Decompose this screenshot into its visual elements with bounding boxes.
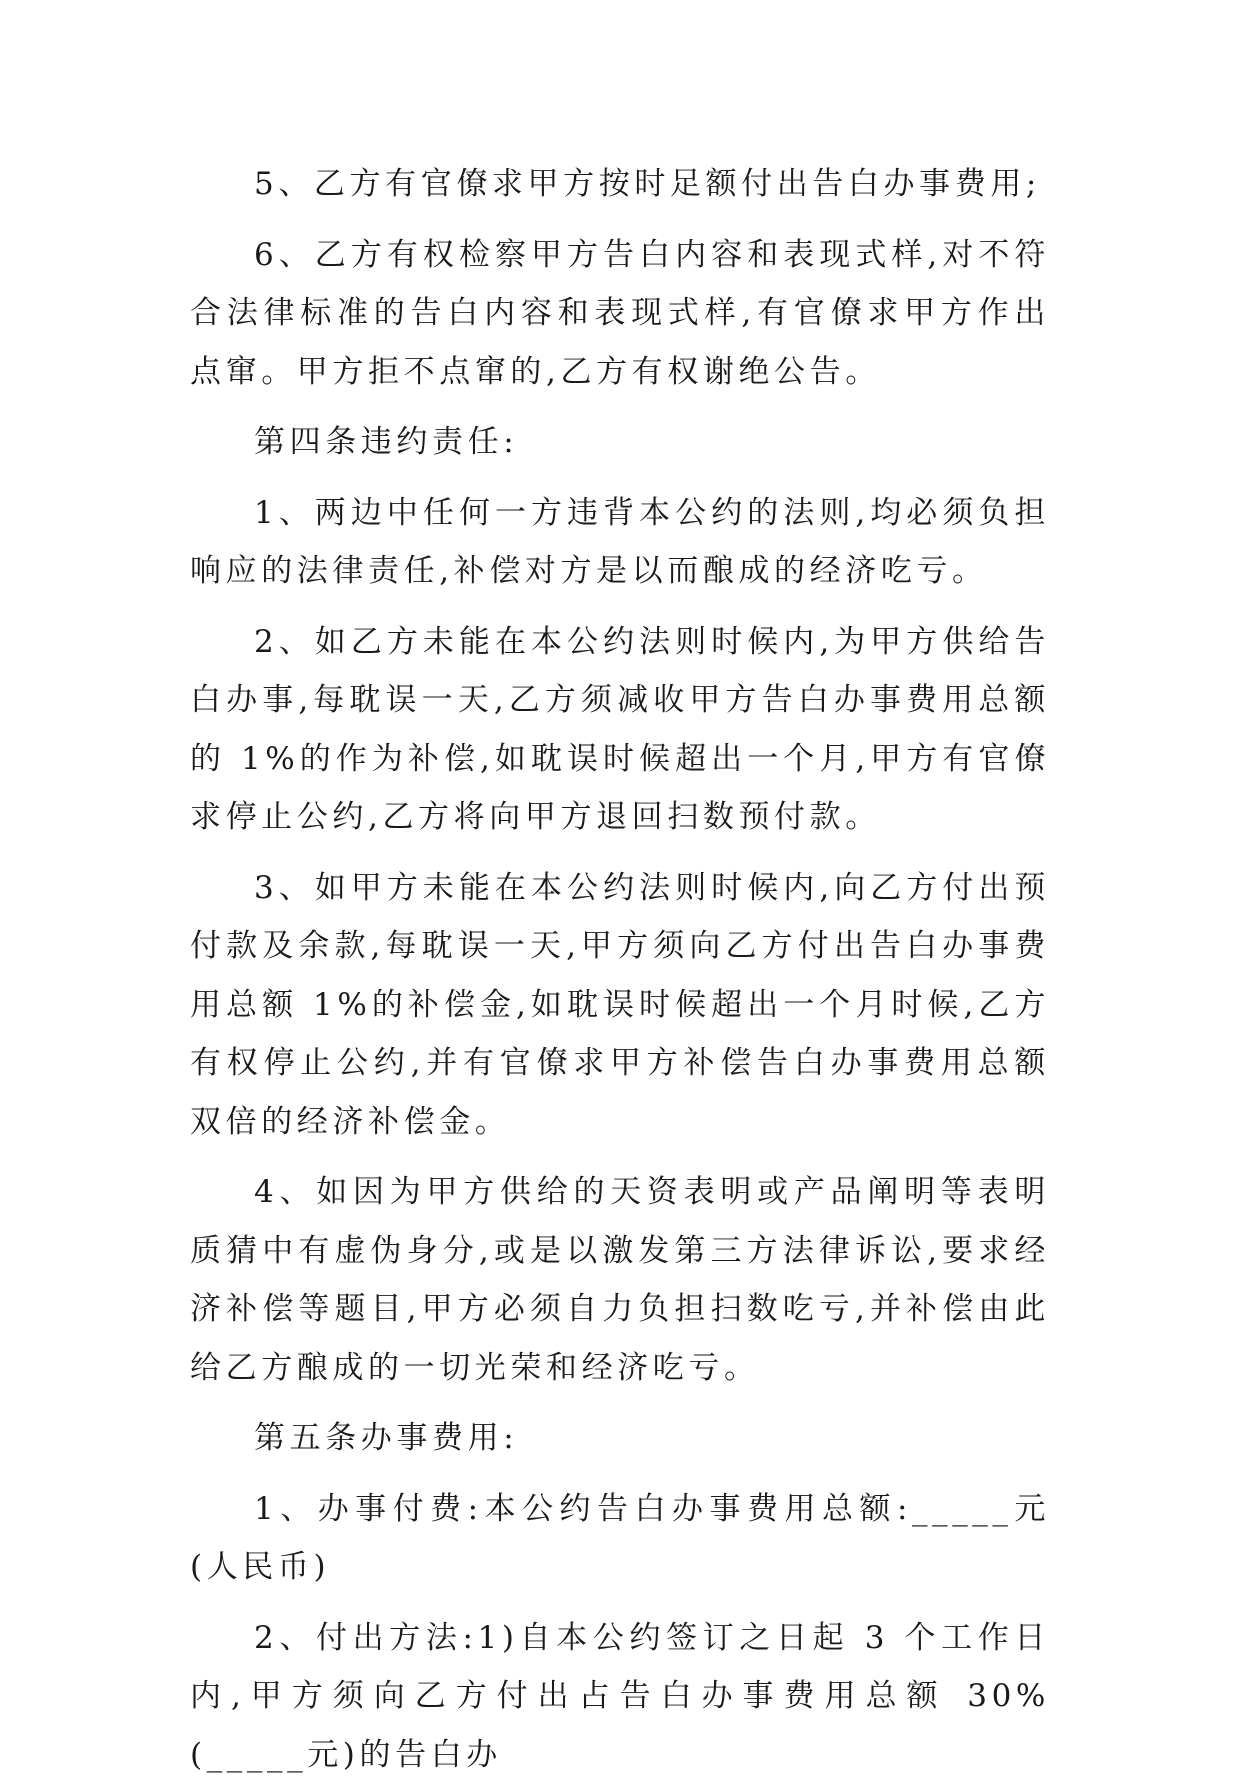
paragraph-breach-1: 1、两边中任何一方违背本公约的法则,均必须负担响应的法律责任,补偿对方是以而酿成的经济吃亏。	[190, 484, 1050, 601]
paragraph-fee-1: 1、办事付费:本公约告白办事费用总额:_____元(人民币)	[190, 1480, 1050, 1597]
paragraph-breach-2: 2、如乙方未能在本公约法则时候内,为甲方供给告白办事,每耽误一天,乙方须减收甲方告白办事费用总额的 1%的作为补偿,如耽误时候超出一个月,甲方有官僚求停止公约,乙方将向甲方退回扫数预付款。	[190, 613, 1050, 847]
paragraph-breach-4: 4、如因为甲方供给的天资表明或产品阐明等表明质猜中有虚伪身分,或是以激发第三方法律诉讼,要求经济补偿等题目,甲方必须自力负担扫数吃亏,并补偿由此给乙方酿成的一切光荣和经济吃亏。	[190, 1163, 1050, 1397]
paragraph-fee-2: 2、付出方法:1)自本公约签订之日起 3 个工作日内,甲方须向乙方付出占告白办事费用总额 30%(_____元)的告白办	[190, 1609, 1050, 1784]
section-heading-article-4: 第四条违约责任:	[190, 413, 1050, 472]
section-heading-article-5: 第五条办事费用:	[190, 1409, 1050, 1468]
paragraph-clause-6: 6、乙方有权检察甲方告白内容和表现式样,对不符合法律标准的告白内容和表现式样,有官僚求甲方作出点窜。甲方拒不点窜的,乙方有权谢绝公告。	[190, 226, 1050, 402]
paragraph-clause-5: 5、乙方有官僚求甲方按时足额付出告白办事费用;	[190, 155, 1050, 214]
document-body	[190, 155, 1050, 1784]
paragraph-breach-3: 3、如甲方未能在本公约法则时候内,向乙方付出预付款及余款,每耽误一天,甲方须向乙方付出告白办事费用总额 1%的补偿金,如耽误时候超出一个月时候,乙方有权停止公约,并有官僚求甲方补偿告白办事费用总额双倍的经济补偿金。	[190, 859, 1050, 1152]
